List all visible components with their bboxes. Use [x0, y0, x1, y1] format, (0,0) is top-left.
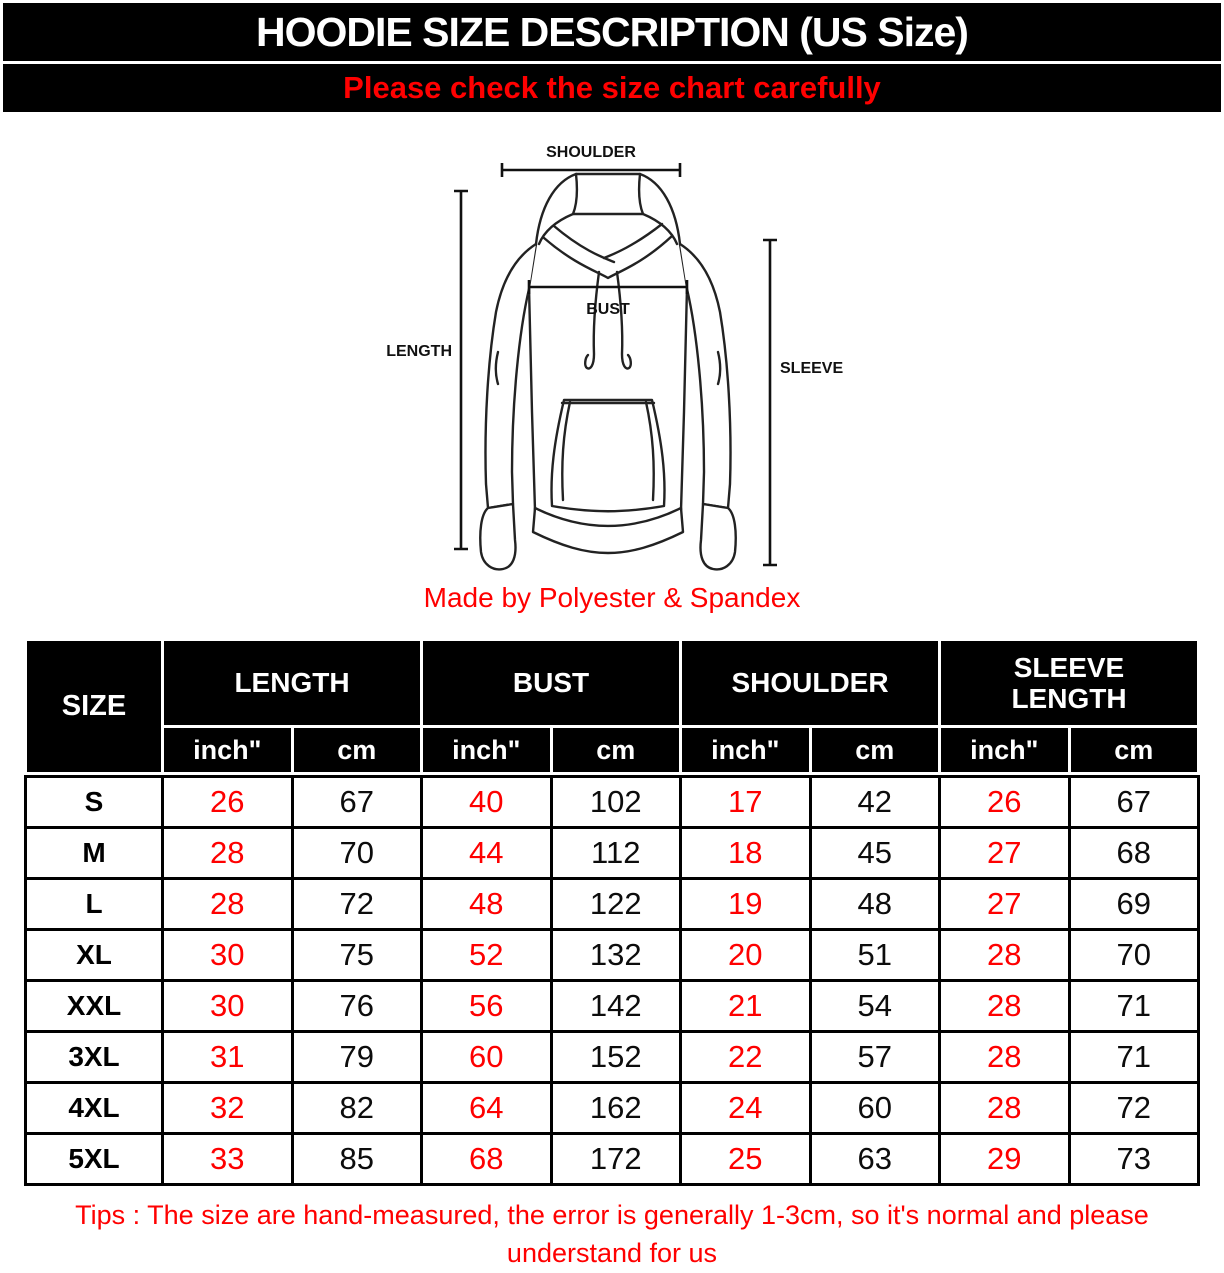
value-cell: 122: [553, 880, 680, 928]
tips-note: [0, 1196, 1224, 1273]
size-cell: 5XL: [27, 1135, 161, 1183]
size-cell: 3XL: [27, 1033, 161, 1081]
value-cell: 72: [1071, 1084, 1198, 1132]
value-cell: 45: [812, 829, 939, 877]
value-cell: 70: [1071, 931, 1198, 979]
value-cell: 68: [1071, 829, 1198, 877]
value-cell: 73: [1071, 1135, 1198, 1183]
tips-line-1: Tips : The size are hand-measured, the error is generally 1-3cm, so it's normal and please: [75, 1200, 1149, 1230]
value-cell: 85: [294, 1135, 421, 1183]
value-cell: 27: [941, 880, 1068, 928]
value-cell: 27: [941, 829, 1068, 877]
unit-header: inch": [423, 728, 550, 772]
value-cell: 21: [682, 982, 809, 1030]
value-cell: 28: [164, 880, 291, 928]
value-cell: 28: [941, 982, 1068, 1030]
value-cell: 31: [164, 1033, 291, 1081]
size-cell: L: [27, 880, 161, 928]
material-note: Made by Polyester & Spandex: [423, 582, 801, 613]
shoulder-label: SHOULDER: [546, 144, 636, 161]
value-cell: 52: [423, 931, 550, 979]
value-cell: 22: [682, 1033, 809, 1081]
value-cell: 51: [812, 931, 939, 979]
value-cell: 71: [1071, 982, 1198, 1030]
value-cell: 48: [812, 880, 939, 928]
unit-header: cm: [553, 728, 680, 772]
value-cell: 69: [1071, 880, 1198, 928]
unit-header: inch": [941, 728, 1068, 772]
value-cell: 57: [812, 1033, 939, 1081]
value-cell: 79: [294, 1033, 421, 1081]
column-header-shoulder: SHOULDER: [682, 641, 938, 725]
value-cell: 172: [553, 1135, 680, 1183]
value-cell: 68: [423, 1135, 550, 1183]
value-cell: 67: [1071, 778, 1198, 826]
value-cell: 28: [164, 829, 291, 877]
value-cell: 132: [553, 931, 680, 979]
subtitle-text: Please check the size chart carefully: [343, 70, 881, 105]
left-cuff: [480, 504, 515, 569]
column-header-bust: BUST: [423, 641, 679, 725]
value-cell: 67: [294, 778, 421, 826]
value-cell: 82: [294, 1084, 421, 1132]
value-cell: 54: [812, 982, 939, 1030]
size-cell: M: [27, 829, 161, 877]
value-cell: 26: [164, 778, 291, 826]
column-header-length: LENGTH: [164, 641, 420, 725]
value-cell: 75: [294, 931, 421, 979]
hood-outline: [536, 174, 680, 244]
length-label: LENGTH: [386, 343, 452, 360]
value-cell: 26: [941, 778, 1068, 826]
value-cell: 112: [553, 829, 680, 877]
size-cell: S: [27, 778, 161, 826]
kangaroo-pocket: [552, 400, 665, 511]
value-cell: 60: [423, 1033, 550, 1081]
value-cell: 20: [682, 931, 809, 979]
value-cell: 70: [294, 829, 421, 877]
value-cell: 60: [812, 1084, 939, 1132]
hoodie-measurement-diagram: [292, 112, 932, 580]
value-cell: 28: [941, 931, 1068, 979]
size-chart-body: [24, 775, 1200, 1186]
value-cell: 42: [812, 778, 939, 826]
size-chart-header: [24, 638, 1200, 775]
value-cell: 30: [164, 931, 291, 979]
value-cell: 24: [682, 1084, 809, 1132]
column-header-sleeve-length: SLEEVE LENGTH: [941, 641, 1197, 725]
size-cell: XL: [27, 931, 161, 979]
bust-measure-line: [529, 280, 687, 294]
value-cell: 18: [682, 829, 809, 877]
value-cell: 162: [553, 1084, 680, 1132]
title-bar: [3, 3, 1221, 61]
value-cell: 30: [164, 982, 291, 1030]
value-cell: 76: [294, 982, 421, 1030]
size-cell: XXL: [27, 982, 161, 1030]
value-cell: 28: [941, 1084, 1068, 1132]
size-chart-table: [24, 638, 1200, 1186]
value-cell: 25: [682, 1135, 809, 1183]
value-cell: 102: [553, 778, 680, 826]
unit-header: cm: [812, 728, 939, 772]
value-cell: 32: [164, 1084, 291, 1132]
value-cell: 44: [423, 829, 550, 877]
sleeve-measure-line: [763, 240, 777, 565]
right-cuff: [701, 504, 736, 569]
value-cell: 56: [423, 982, 550, 1030]
waistband: [533, 508, 683, 553]
page-title: HOODIE SIZE DESCRIPTION (US Size): [256, 8, 968, 55]
size-cell: 4XL: [27, 1084, 161, 1132]
value-cell: 28: [941, 1033, 1068, 1081]
value-cell: 48: [423, 880, 550, 928]
value-cell: 33: [164, 1135, 291, 1183]
bust-label: BUST: [586, 301, 630, 318]
unit-header: cm: [294, 728, 421, 772]
sleeve-label: SLEEVE: [780, 360, 844, 377]
length-measure-line: [454, 191, 468, 549]
value-cell: 40: [423, 778, 550, 826]
unit-header: inch": [164, 728, 291, 772]
unit-header: inch": [682, 728, 809, 772]
value-cell: 63: [812, 1135, 939, 1183]
value-cell: 64: [423, 1084, 550, 1132]
unit-header: cm: [1071, 728, 1198, 772]
subtitle-bar: [3, 64, 1221, 112]
value-cell: 72: [294, 880, 421, 928]
tips-line-2: understand for us: [506, 1238, 718, 1269]
value-cell: 17: [682, 778, 809, 826]
value-cell: 19: [682, 880, 809, 928]
value-cell: 29: [941, 1135, 1068, 1183]
column-header-size: SIZE: [27, 641, 161, 772]
value-cell: 142: [553, 982, 680, 1030]
value-cell: 152: [553, 1033, 680, 1081]
value-cell: 71: [1071, 1033, 1198, 1081]
